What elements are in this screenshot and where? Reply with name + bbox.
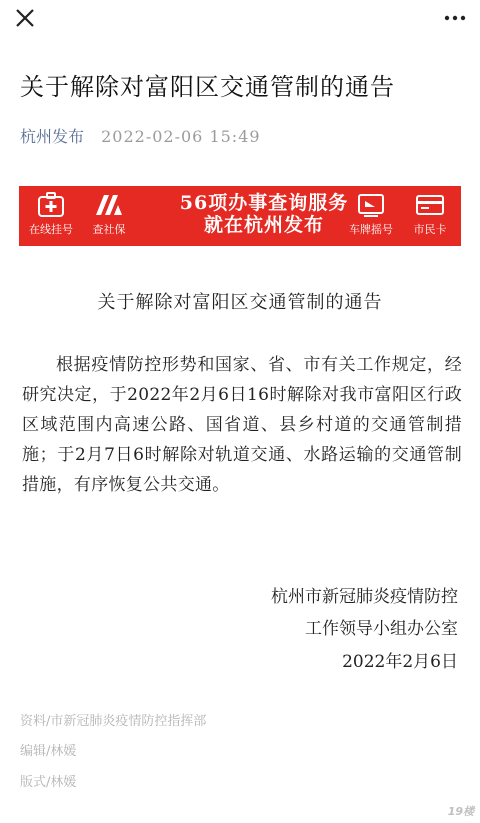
banner-headline-line2: 就在杭州发布 <box>203 214 324 236</box>
banner-item-label: 市民卡 <box>413 223 447 236</box>
watermark-logo: 19楼 <box>447 805 474 818</box>
banner-item-label: 在线挂号 <box>29 223 73 236</box>
citizen-card-icon <box>415 192 445 218</box>
close-button[interactable] <box>12 5 38 31</box>
banner-item-label: 车牌摇号 <box>349 223 393 236</box>
more-icon <box>442 8 468 28</box>
banner-headline <box>169 192 359 236</box>
article-page-title: 关于解除对富阳区交通管制的通告 <box>20 73 395 101</box>
credit-source: 资料/市新冠肺炎疫情防控指挥部 <box>20 714 207 729</box>
more-button[interactable] <box>442 8 468 28</box>
banner-headline-line1: 56项办事查询服务 <box>179 192 349 214</box>
top-bar <box>0 0 480 36</box>
banner-item-license-lottery[interactable] <box>345 192 397 237</box>
credit-layout: 版式/林媛 <box>20 775 77 790</box>
license-plate-icon <box>356 192 386 218</box>
banner-item-social-security[interactable] <box>83 192 135 237</box>
service-banner[interactable] <box>19 186 461 246</box>
notice-heading: 关于解除对富阳区交通管制的通告 <box>97 292 383 313</box>
account-name-link[interactable]: 杭州发布 <box>20 127 85 146</box>
banner-item-citizen-card[interactable] <box>404 192 456 237</box>
signature-org-line2: 工作领导小组办公室 <box>305 619 458 639</box>
article-meta <box>20 124 261 147</box>
credit-editor: 编辑/林媛 <box>20 744 77 759</box>
close-icon <box>12 5 38 31</box>
banner-item-online-registration[interactable] <box>25 192 77 237</box>
signature-date: 2022年2月6日 <box>342 652 458 672</box>
medical-kit-icon <box>36 192 66 218</box>
publish-datetime: 2022-02-06 15:49 <box>101 127 261 146</box>
notice-paragraph: 根据疫情防控形势和国家、省、市有关工作规定，经研究决定，于2022年2月6日16时解除对我市富阳区行政区域范围内高速公路、国省道、县乡村道的交通管制措施；于2月7日6时解除对轨道交通、水路运输的交通管制措施，有序恢复公共交通。 <box>22 355 462 495</box>
banner-item-label: 查社保 <box>92 223 126 236</box>
social-security-logo-icon <box>94 192 124 218</box>
signature-org-line1: 杭州市新冠肺炎疫情防控 <box>271 587 458 607</box>
